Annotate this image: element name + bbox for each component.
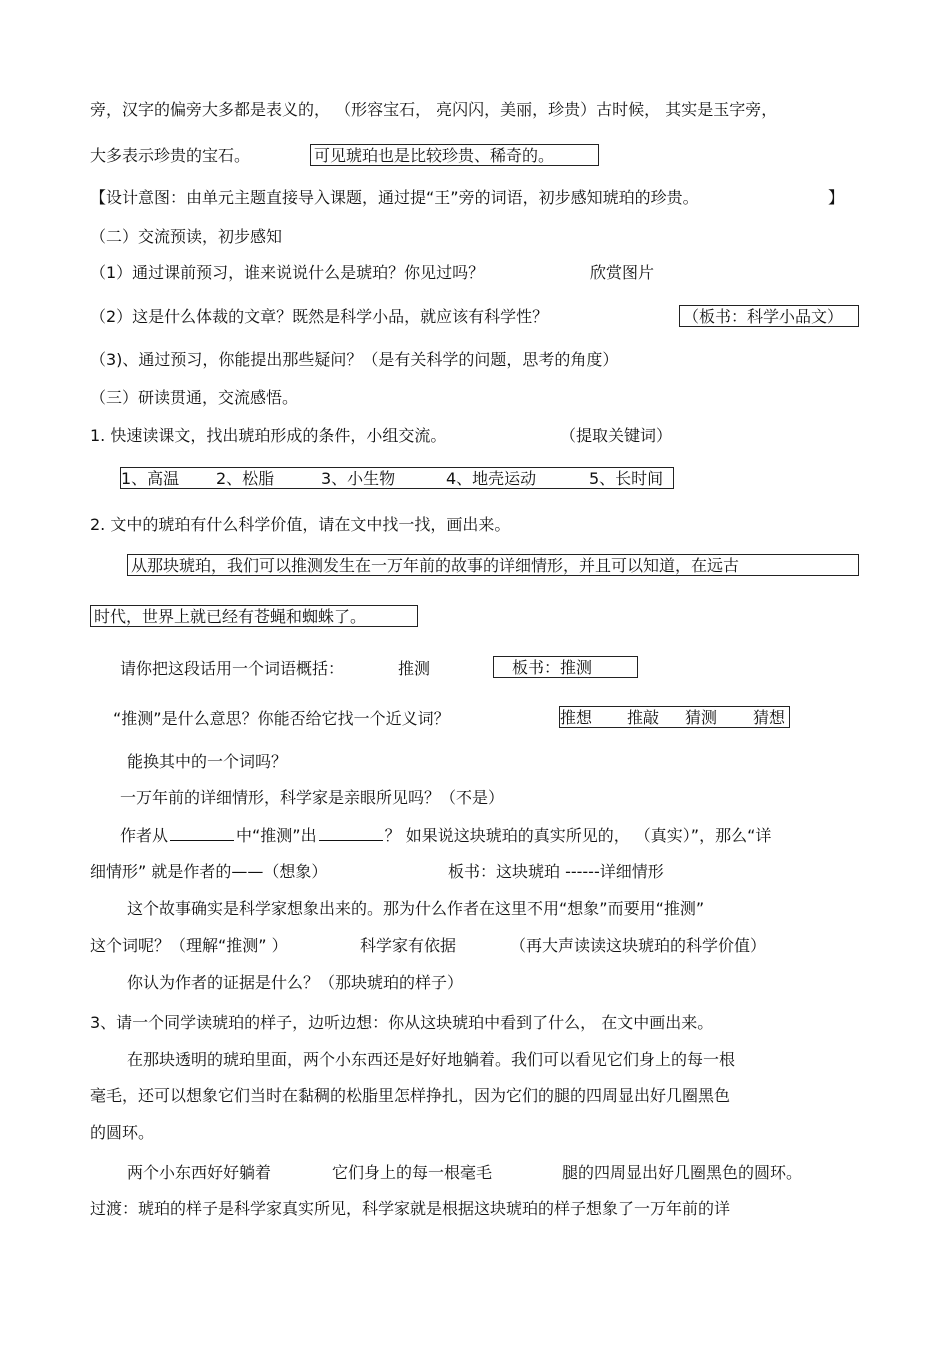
keyword: 1、高温: [121, 469, 180, 488]
text-line: 腿的四周显出好几圈黑色的圆环。: [562, 1163, 803, 1182]
boxed-note: 可见琥珀也是比较珍贵、稀奇的。: [310, 144, 599, 166]
text-line: 2. 文中的琥珀有什么科学价值，请在文中找一找，画出来。: [90, 515, 511, 534]
fill-blank: [170, 826, 234, 841]
synonym: 推想: [560, 708, 593, 727]
synonym: 推敲: [627, 708, 660, 727]
text-line: 能换其中的一个词吗？: [127, 752, 288, 771]
text-line: 3、请一个同学读琥珀的样子，边听边想：你从这块琥珀中看到了什么， 在文中画出来。: [90, 1013, 714, 1032]
text-line: 欣赏图片: [590, 263, 655, 282]
synonym: 猜想: [753, 708, 786, 727]
synonym: 猜测: [685, 708, 718, 727]
text-line: （2）这是什么体裁的文章？既然是科学小品，就应该有科学性？: [90, 307, 549, 326]
text-line: 推测: [398, 659, 431, 678]
text-line: 细情形” 就是作者的——（想象）: [90, 862, 328, 881]
text-fragment: 中“推测”出: [236, 826, 317, 845]
text-line: 大多表示珍贵的宝石。: [90, 146, 251, 165]
keyword: 5、长时间: [589, 469, 664, 488]
text-line: （再大声读读这块琥珀的科学价值）: [510, 936, 767, 955]
quoted-passage-box: 时代，世界上就已经有苍蝇和蜘蛛了。: [90, 605, 418, 627]
blackboard-box: （板书：科学小品文）: [679, 305, 859, 327]
passage-line: 的圆环。: [90, 1123, 155, 1142]
text-line: 1. 快速读课文，找出琥珀形成的条件，小组交流。: [90, 426, 447, 445]
bracket-close: 】: [828, 188, 845, 207]
text-line: 请你把这段话用一个词语概括：: [120, 659, 345, 678]
quoted-passage-box: 从那块琥珀，我们可以推测发生在一万年前的故事的详细情形，并且可以知道，在远古: [127, 554, 859, 576]
text-fragment: 作者从: [120, 826, 169, 845]
design-intent-text: 【设计意图：由单元主题直接导入课题，通过提“王”旁的词语，初步感知琥珀的珍贵。: [90, 188, 699, 207]
blackboard-box: 板书：推测: [493, 656, 638, 678]
text-line: 旁，汉字的偏旁大多都是表义的， （形容宝石， 亮闪闪，美丽，珍贵）古时候， 其实是玉字旁，: [90, 100, 778, 119]
keyword: 2、松脂: [216, 469, 275, 488]
text-line: 两个小东西好好躺着: [127, 1163, 272, 1182]
blackboard-note: 板书：这块琥珀 ------详细情形: [448, 862, 664, 881]
text-line: （1）通过课前预习，谁来说说什么是琥珀？你见过吗？: [90, 263, 485, 282]
text-line: 你认为作者的证据是什么？（那块琥珀的样子）: [127, 973, 464, 992]
text-line: 过渡：琥珀的样子是科学家真实所见，科学家就是根据这块琥珀的样子想象了一万年前的详: [90, 1199, 731, 1218]
text-line: “推测”是什么意思？你能否给它找一个近义词？: [113, 709, 450, 728]
passage-line: 在那块透明的琥珀里面，两个小东西还是好好地躺着。我们可以看见它们身上的每一根: [127, 1050, 736, 1069]
passage-line: 毫毛，还可以想象它们当时在黏稠的松脂里怎样挣扎，因为它们的腿的四周显出好几圈黑色: [90, 1086, 731, 1105]
keyword: 4、地壳运动: [446, 469, 537, 488]
text-line: 这个故事确实是科学家想象出来的。那为什么作者在这里不用“想象”而要用“推测”: [127, 899, 705, 918]
fill-blank: [319, 826, 383, 841]
keywords-box: [120, 467, 674, 489]
text-line: （提取关键词）: [560, 426, 673, 445]
section-heading: （三）研读贯通，交流感悟。: [90, 388, 299, 407]
text-line: 科学家有依据: [360, 936, 457, 955]
text-line: 这个词呢？（理解“推测” ）: [90, 936, 288, 955]
text-line: 一万年前的详细情形，科学家是亲眼所见吗？（不是）: [120, 788, 505, 807]
text-line: 它们身上的每一根毫毛: [332, 1163, 493, 1182]
section-heading: （二）交流预读，初步感知: [90, 227, 283, 246]
synonyms-box: [559, 706, 790, 728]
text-fragment: ？ 如果说这块琥珀的真实所见的， （真实）”，那么“详: [384, 826, 772, 845]
text-line: [120, 826, 771, 846]
text-line: （3)、通过预习，你能提出那些疑问？（是有关科学的问题，思考的角度）: [90, 350, 619, 369]
keyword: 3、小生物: [321, 469, 396, 488]
